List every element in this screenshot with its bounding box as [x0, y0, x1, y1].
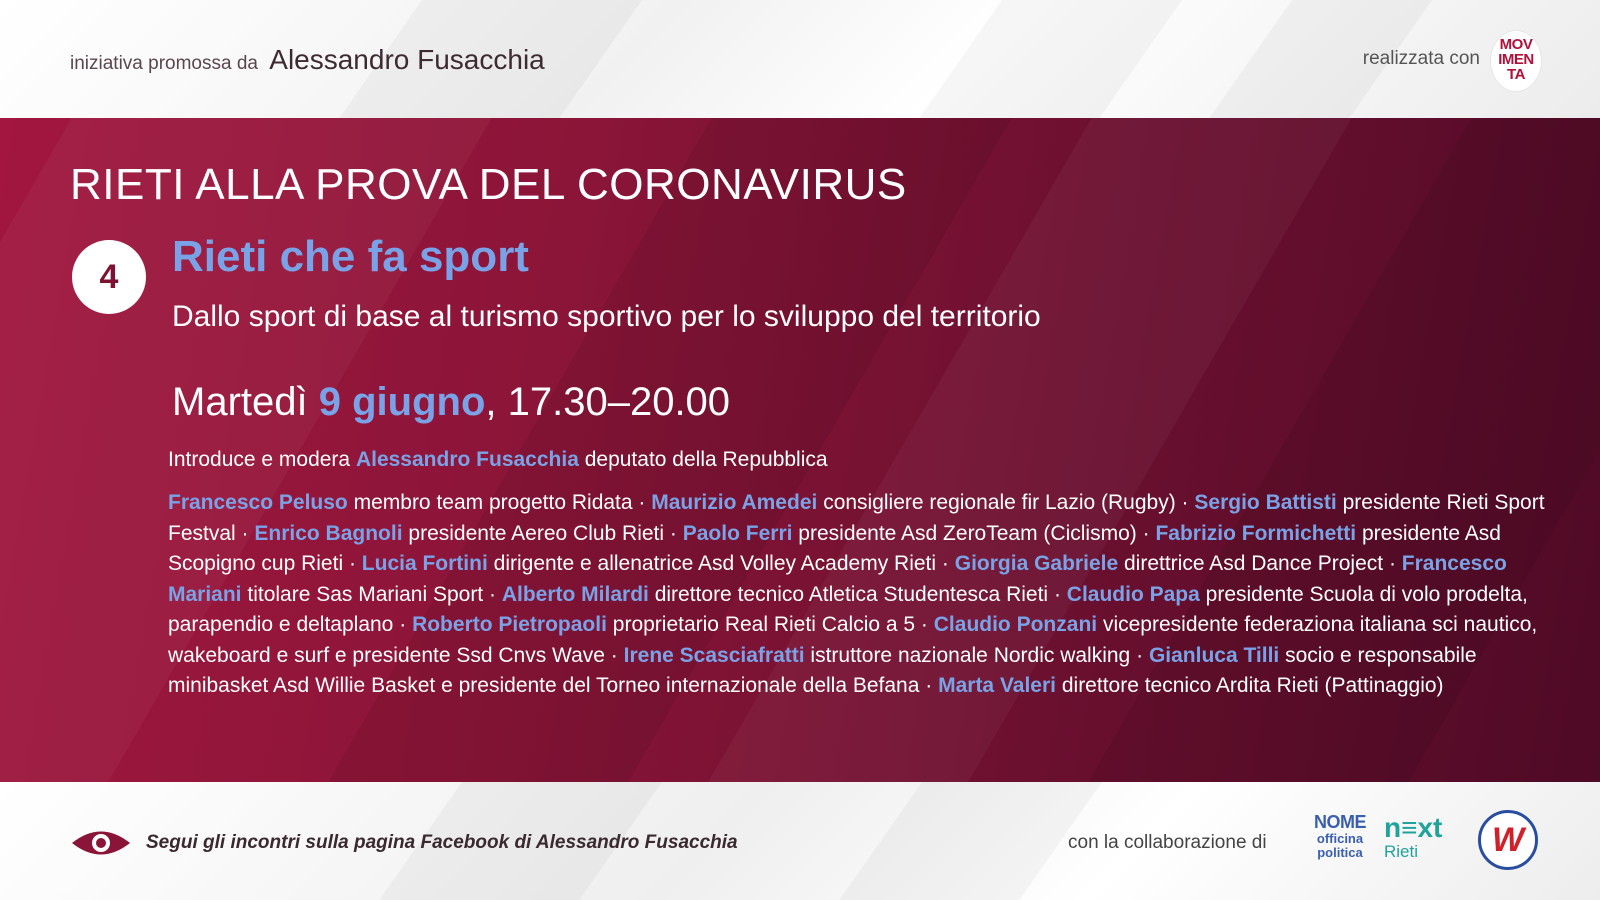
guest-item — [651, 491, 1175, 514]
guest-item — [254, 522, 664, 545]
date-suffix: , 17.30–20.00 — [485, 380, 731, 424]
guest-separator: · — [1053, 582, 1061, 606]
guest-name: Claudio Ponzani — [933, 613, 1098, 636]
guest-separator: · — [1136, 643, 1144, 667]
guest-role: socio e responsabile minibasket Asd Willie Basket e presidente del Torneo internazionale della Befana — [168, 643, 1477, 697]
willie-basket-logo: W — [1478, 810, 1538, 870]
guest-role: direttore tecnico Ardita Rieti (Pattinaggio) — [1061, 674, 1444, 697]
guest-item — [362, 552, 936, 575]
guest-role: dirigente e allenatrice Asd Volley Academy Rieti — [493, 552, 937, 575]
guest-role: titolare Sas Mariani Sport — [247, 582, 484, 606]
promoted-by — [70, 44, 545, 76]
guest-role: presidente Asd ZeroTeam (Ciclismo) — [798, 521, 1137, 545]
guest-name: Maurizio Amedei — [651, 491, 818, 514]
guest-separator: · — [399, 613, 407, 636]
guest-item — [502, 583, 1048, 606]
guest-separator: · — [1388, 552, 1396, 575]
eye-icon — [70, 826, 132, 860]
guest-separator: · — [669, 521, 677, 545]
movimenta-logo-line: TA — [1507, 66, 1525, 83]
date-highlight: 9 giugno — [318, 380, 486, 424]
movimenta-logo-line: MOV — [1499, 36, 1533, 53]
next-rieti-logo — [1384, 814, 1442, 862]
intro-suffix: deputato della Repubblica — [584, 448, 828, 471]
guest-name: Sergio Battisti — [1194, 491, 1337, 514]
guest-item — [168, 491, 633, 514]
guest-role: presidente Asd Scopigno cup Rieti — [168, 521, 1501, 575]
main-band — [0, 118, 1600, 782]
episode-title: Rieti che fa sport — [172, 232, 529, 281]
intro-prefix: Introduce e modera — [168, 448, 351, 471]
nome-officina-politica-logo — [1310, 812, 1370, 860]
episode-subtitle: Dallo sport di base al turismo sportivo per lo sviluppo del territorio — [172, 300, 1041, 333]
guest-separator: · — [241, 521, 249, 545]
guest-role: istruttore nazionale Nordic walking — [810, 643, 1131, 667]
moderator-name: Alessandro Fusacchia — [355, 448, 579, 471]
guest-separator: · — [1142, 521, 1150, 545]
guest-role: direttore tecnico Atletica Studentesca Rieti — [654, 582, 1049, 606]
guest-separator: · — [920, 613, 928, 636]
guest-separator: · — [1181, 491, 1189, 514]
collaboration-label: con la collaborazione di — [1068, 832, 1267, 853]
guest-role: consigliere regionale fir Lazio (Rugby) — [823, 491, 1176, 514]
guest-separator: · — [925, 674, 933, 697]
guest-name: Marta Valeri — [938, 674, 1056, 697]
guest-name: Francesco Peluso — [168, 491, 348, 514]
guest-separator: · — [610, 643, 618, 667]
guest-name: Fabrizio Formichetti — [1155, 521, 1357, 545]
guest-name: Roberto Pietropaoli — [412, 613, 607, 636]
guest-item — [683, 522, 1137, 545]
guest-role: vicepresidente federaziona italiana sci nautico, wakeboard e surf e presidente Ssd Cnvs Wave — [168, 613, 1538, 667]
guest-role: presidente Aereo Club Rieti — [408, 521, 665, 545]
guest-item — [412, 613, 915, 636]
decor-facet — [904, 0, 1196, 118]
guest-role: direttrice Asd Dance Project — [1123, 552, 1384, 575]
guest-name: Gianluca Tilli — [1148, 643, 1280, 667]
guest-separator: · — [348, 552, 356, 575]
guest-role: presidente Scuola di volo prodelta, parapendio e deltaplano — [168, 582, 1528, 636]
guest-name: Enrico Bagnoli — [254, 521, 403, 545]
guest-name: Paolo Ferri — [682, 521, 793, 545]
guest-separator: · — [941, 552, 949, 575]
guest-name: Alberto Milardi — [501, 582, 649, 606]
guest-item — [955, 552, 1383, 575]
guest-name: Giorgia Gabriele — [954, 552, 1119, 575]
follow-facebook-text: Segui gli incontri sulla pagina Facebook di Alessandro Fusacchia — [146, 832, 738, 853]
guest-role: membro team progetto Ridata — [353, 491, 633, 514]
footer-band — [0, 782, 1600, 900]
guest-separator: · — [638, 491, 646, 514]
event-date — [172, 380, 730, 425]
series-title: RIETI ALLA PROVA DEL CORONAVIRUS — [70, 160, 907, 209]
date-prefix: Martedì — [172, 380, 308, 424]
guest-role: presidente Rieti Sport Festval — [168, 491, 1545, 545]
movimenta-logo-line: IMEN — [1498, 51, 1534, 68]
next-logo-main: n≡xt — [1384, 812, 1443, 843]
guest-name: Irene Scasciafratti — [623, 643, 805, 667]
next-logo-sub: Rieti — [1384, 842, 1419, 861]
nome-logo-line: officina — [1316, 831, 1364, 846]
moderator-line — [168, 448, 828, 472]
header-band — [0, 0, 1600, 118]
nome-logo-line: NOME — [1314, 812, 1366, 832]
guest-name: Lucia Fortini — [361, 552, 488, 575]
nome-logo-line: politica — [1317, 845, 1363, 860]
promoter-name: Alessandro Fusacchia — [269, 44, 545, 75]
guest-item — [624, 644, 1131, 667]
guest-role: proprietario Real Rieti Calcio a 5 — [612, 613, 916, 636]
promoted-by-label: iniziativa promossa da — [70, 53, 258, 74]
guest-name: Claudio Papa — [1066, 582, 1200, 606]
guest-item — [938, 674, 1443, 697]
episode-number-badge: 4 — [72, 240, 146, 314]
made-with-label: realizzata con — [1362, 48, 1480, 69]
movimenta-logo — [1490, 30, 1542, 92]
guest-list — [168, 488, 1548, 702]
guest-separator: · — [489, 582, 496, 606]
guest-name: Francesco Mariani — [168, 552, 1507, 606]
